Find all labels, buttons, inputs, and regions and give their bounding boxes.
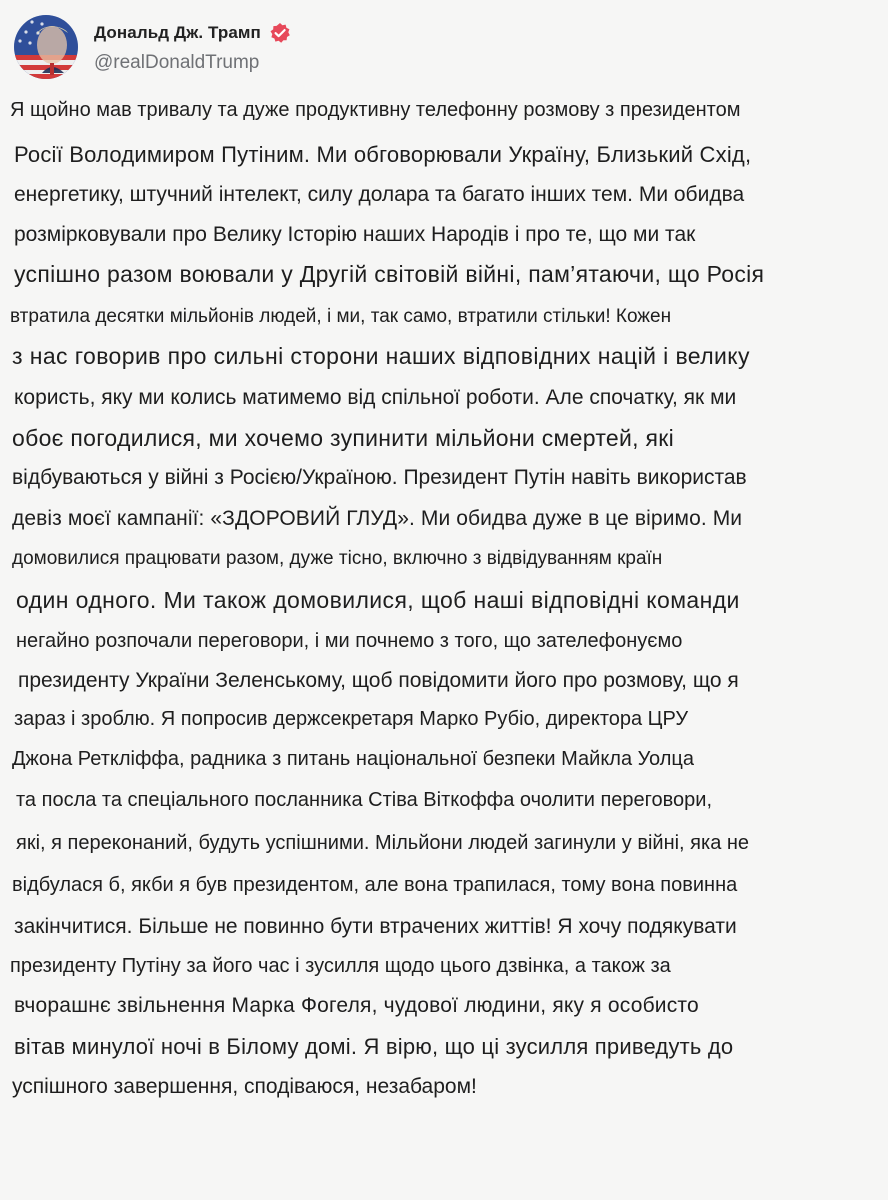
post-text-line: вітав минулої ночі в Білому домі. Я вірю, що ці зусилля приведуть до xyxy=(14,1034,734,1059)
post-text-line: президенту України Зеленському, щоб повідомити його про розмову, що я xyxy=(18,669,739,692)
post-text-line: девіз моєї кампанії: «ЗДОРОВИЙ ГЛУД». Ми обидва дуже в це віримо. Ми xyxy=(12,507,743,530)
flag-portrait-avatar-icon xyxy=(14,15,78,79)
post-text-line: з нас говорив про сильні сторони наших відповідних націй і велику xyxy=(12,343,750,369)
post-text-line: закінчитися. Більше не повинно бути втрачених життів! Я хочу подякувати xyxy=(14,915,737,938)
post-text-line: Я щойно мав тривалу та дуже продуктивну телефонну розмову з президентом xyxy=(10,99,741,121)
post-text-line: домовилися працювати разом, дуже тісно, включно з відвідуванням країн xyxy=(12,548,663,569)
post-text-line: вчорашнє звільнення Марка Фогеля, чудової людини, яку я особисто xyxy=(14,994,699,1017)
post-text-line: які, я переконаний, будуть успішними. Мільйони людей загинули у війні, яка не xyxy=(16,832,750,854)
verified-badge-icon[interactable] xyxy=(269,22,291,44)
post-text-line: обоє погодилися, ми хочемо зупинити мільйони смертей, які xyxy=(12,425,675,451)
post-text-line: негайно розпочали переговори, і ми почнемо з того, що зателефонуємо xyxy=(16,630,683,652)
author-names xyxy=(94,20,291,74)
post-header xyxy=(14,14,291,80)
post-text-line: відбуваються у війні з Росією/Україною. Президент Путін навіть використав xyxy=(12,466,747,489)
post-text-line: Росії Володимиром Путіним. Ми обговорювали Україну, Близький Схід, xyxy=(14,142,752,167)
post-text-line: втратила десятки мільйонів людей, і ми, так само, втратили стільки! Кожен xyxy=(10,306,672,327)
avatar[interactable] xyxy=(14,15,78,79)
post-text-line: зараз і зроблю. Я попросив держсекретаря Марко Рубіо, директора ЦРУ xyxy=(14,708,689,730)
post-text-line: розмірковували про Велику Історію наших Народів і про те, що ми так xyxy=(14,223,696,246)
author-handle[interactable]: @realDonaldTrump xyxy=(94,52,260,73)
author-display-name[interactable]: Дональд Дж. Трамп xyxy=(94,23,261,42)
post-text-line: Джона Реткліффа, радника з питань національної безпеки Майкла Уолца xyxy=(12,748,694,770)
post-text-line: успішного завершення, сподіваюся, незабаром! xyxy=(12,1075,477,1098)
post-text-line: один одного. Ми також домовилися, щоб наші відповідні команди xyxy=(16,587,740,613)
post-text-line: відбулася б, якби я був президентом, але вона трапилася, тому вона повинна xyxy=(12,874,738,896)
post-text-line: успішно разом воювали у Другій світовій війні, пам’ятаючи, що Росія xyxy=(14,261,765,287)
post-text-line: енергетику, штучний інтелект, силу долара та багато інших тем. Ми обидва xyxy=(14,183,745,206)
name-row xyxy=(94,20,291,46)
post-text-line: президенту Путіну за його час і зусилля щодо цього дзвінка, а також за xyxy=(10,955,671,977)
post-text-line: користь, яку ми колись матимемо від спільної роботи. Але спочатку, як ми xyxy=(14,386,737,409)
post-text-line: та посла та спеціального посланника Стіва Віткоффа очолити переговори, xyxy=(16,789,713,811)
